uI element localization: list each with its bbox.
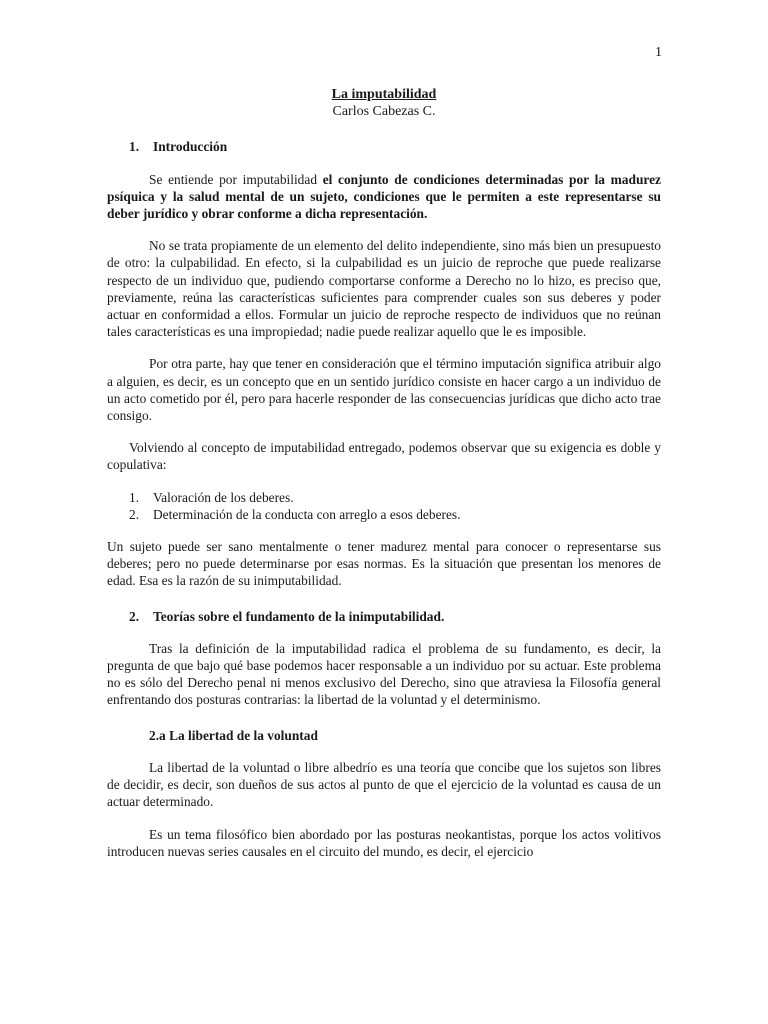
list-item-number: 1. xyxy=(129,489,140,505)
document-author: Carlos Cabezas C. xyxy=(332,104,436,120)
subsection-heading-libertad: 2.a La libertad de la voluntad xyxy=(149,727,318,743)
paragraph: Volviendo al concepto de imputabilidad entregado, podemos observar que su exigencia es doble y copulativa: xyxy=(107,440,661,473)
list-item-text: Valoración de los deberes. xyxy=(153,489,294,505)
page-number: 1 xyxy=(655,45,662,60)
section-title: Introducción xyxy=(153,139,228,155)
paragraph: Tras la definición de la imputabilidad radica el problema de su fundamento, es decir, la pregunta de que bajo qué base podemos hacer responsable a un individuo por su actuar. Este problema no es sólo del Derecho penal ni menos exclusivo del Derecho, sino que atraviesa la Filosofía general enfrentando dos posturas contrarias: la libertad de la voluntad y el determinismo. xyxy=(107,640,661,708)
section-title: Teorías sobre el fundamento de la inimputabilidad. xyxy=(153,608,445,624)
section-number: 2. xyxy=(129,608,140,624)
paragraph-text: Se entiende por imputabilidad xyxy=(149,171,323,187)
list-item-text: Determinación de la conducta con arreglo a esos deberes. xyxy=(153,506,461,522)
paragraph-definition xyxy=(107,171,661,223)
paragraph: Es un tema filosófico bien abordado por las posturas neokantistas, porque los actos volitivos introducen nuevas series causales en el circuito del mundo, es decir, el ejercicio xyxy=(107,826,661,859)
paragraph-bold-text: el conjunto de condiciones determinadas por la madurez psíquica y la salud mental de un sujeto, condiciones que le permiten a este representarse su deber jurídico y obrar conforme a dicha representación. xyxy=(107,171,661,222)
paragraph: La libertad de la voluntad o libre albedrío es una teoría que concibe que los sujetos son libres de decidir, es decir, son dueños de sus actos al punto de que el ejercicio de la voluntad es causa de un actuar determinado. xyxy=(107,759,661,810)
paragraph: No se trata propiamente de un elemento del delito independiente, sino más bien un presupuesto de otro: la culpabilidad. En efecto, si la culpabilidad es un juicio de reproche que puede realizarse respecto de un individuo que, pudiendo comportarse conforme a Derecho no lo hizo, es preciso que, previamente, reúna las características suficientes para comprender cuales son sus deberes y poder actuar en conformidad a ellos. Formular un juicio de reproche respecto de individuos que no reúnan tales características es una impropiedad; nadie puede realizar aquello que le es imposible. xyxy=(107,238,661,340)
document-title: La imputabilidad xyxy=(331,87,437,102)
section-heading-teorias xyxy=(129,608,661,625)
list-item xyxy=(129,489,661,506)
title-block xyxy=(107,86,661,120)
list-item xyxy=(129,506,661,523)
section-heading-introduccion xyxy=(129,138,661,155)
list-item-number: 2. xyxy=(129,506,140,522)
document-body xyxy=(107,86,661,860)
requirements-list xyxy=(107,489,661,523)
section-number: 1. xyxy=(129,139,140,155)
paragraph: Por otra parte, hay que tener en consideración que el término imputación significa atribuir algo a alguien, es decir, es un concepto que en un sentido jurídico consiste en hacer cargo a un individuo de un acto cometido por él, pero para hacerle responder de las consecuencias jurídicas que dicho acto trae consigo. xyxy=(107,356,661,424)
paragraph: Un sujeto puede ser sano mentalmente o tener madurez mental para conocer o representarse sus deberes; pero no puede determinarse por esas normas. Es la situación que presentan los menores de edad. Esa es la razón de su inimputabilidad. xyxy=(107,539,661,589)
